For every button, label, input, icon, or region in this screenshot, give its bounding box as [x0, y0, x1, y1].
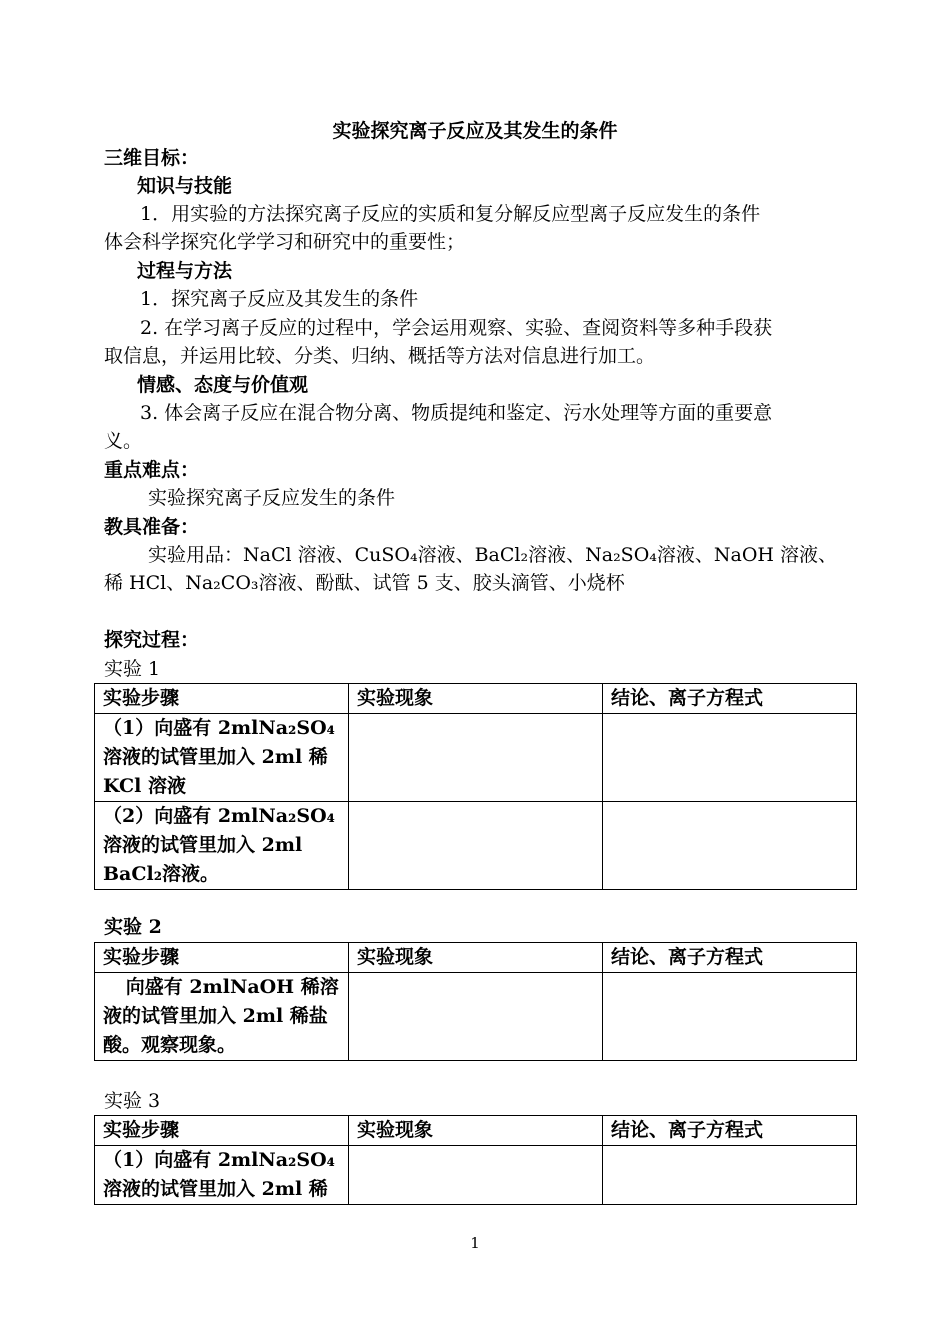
phenomenon-cell: [349, 714, 603, 802]
conclusion-cell: [603, 714, 857, 802]
step-cell: （1）向盛有 2mlNa₂SO₄溶液的试管里加入 2ml 稀 KCl 溶液: [95, 714, 349, 802]
experiment-1-label: 实验 1: [104, 658, 161, 680]
header-phenomenon: 实验现象: [349, 1116, 603, 1146]
conclusion-cell: [603, 1146, 857, 1205]
header-conclusion: 结论、离子方程式: [603, 943, 857, 973]
knowledge-heading: 知识与技能: [137, 175, 233, 197]
table-header-row: [95, 684, 857, 714]
emotion-paragraph-line2: 义。: [104, 430, 143, 452]
step-cell: 向盛有 2mlNaOH 稀溶液的试管里加入 2ml 稀盐酸。观察现象。: [95, 973, 349, 1061]
process-paragraph-2-line1: 2. 在学习离子反应的过程中，学会运用观察、实验、查阅资料等多种手段获: [140, 317, 773, 339]
table-header-row: [95, 943, 857, 973]
experiment-3-label: 实验 3: [104, 1090, 161, 1112]
process-method-heading: 过程与方法: [137, 260, 233, 282]
phenomenon-cell: [349, 973, 603, 1061]
process-heading: 探究过程：: [104, 629, 200, 651]
emotion-paragraph-line1: 3. 体会离子反应在混合物分离、物质提纯和鉴定、污水处理等方面的重要意: [140, 402, 773, 424]
materials-line2: 稀 HCl、Na₂CO₃溶液、酚酞、试管 5 支、胶头滴管、小烧杯: [104, 572, 625, 594]
process-paragraph-1: 1．探究离子反应及其发生的条件: [140, 288, 419, 310]
header-phenomenon: 实验现象: [349, 684, 603, 714]
header-conclusion: 结论、离子方程式: [603, 684, 857, 714]
conclusion-cell: [603, 973, 857, 1061]
document-title: 实验探究离子反应及其发生的条件: [332, 120, 618, 142]
table-row: [95, 714, 857, 802]
experiment-3-table: [94, 1115, 857, 1205]
knowledge-paragraph-line2: 体会科学探究化学学习和研究中的重要性；: [104, 231, 466, 253]
table-row: [95, 973, 857, 1061]
table-row: [95, 1146, 857, 1205]
step-cell: （1）向盛有 2mlNa₂SO₄溶液的试管里加入 2ml 稀: [95, 1146, 349, 1205]
header-steps: 实验步骤: [95, 1116, 349, 1146]
header-steps: 实验步骤: [95, 684, 349, 714]
header-phenomenon: 实验现象: [349, 943, 603, 973]
knowledge-paragraph-line1: 1．用实验的方法探究离子反应的实质和复分解反应型离子反应发生的条件: [140, 203, 761, 225]
materials-heading: 教具准备：: [104, 516, 200, 538]
process-paragraph-2-line2: 取信息，并运用比较、分类、归纳、概括等方法对信息进行加工。: [104, 345, 656, 367]
experiment-1-table: [94, 683, 857, 890]
step-cell: （2）向盛有 2mlNa₂SO₄溶液的试管里加入 2ml BaCl₂溶液。: [95, 802, 349, 890]
key-points-heading: 重点难点：: [104, 459, 200, 481]
key-points-text: 实验探究离子反应发生的条件: [148, 487, 396, 509]
table-header-row: [95, 1116, 857, 1146]
header-steps: 实验步骤: [95, 943, 349, 973]
page-number: 1: [470, 1234, 480, 1252]
phenomenon-cell: [349, 1146, 603, 1205]
experiment-2-table: [94, 942, 857, 1061]
objectives-heading: 三维目标：: [104, 147, 200, 169]
emotion-heading: 情感、态度与价值观: [137, 374, 309, 396]
table-row: [95, 802, 857, 890]
header-conclusion: 结论、离子方程式: [603, 1116, 857, 1146]
experiment-2-label: 实验 2: [104, 916, 162, 938]
conclusion-cell: [603, 802, 857, 890]
materials-line1: 实验用品：NaCl 溶液、CuSO₄溶液、BaCl₂溶液、Na₂SO₄溶液、NaOH 溶液、: [148, 544, 838, 566]
phenomenon-cell: [349, 802, 603, 890]
